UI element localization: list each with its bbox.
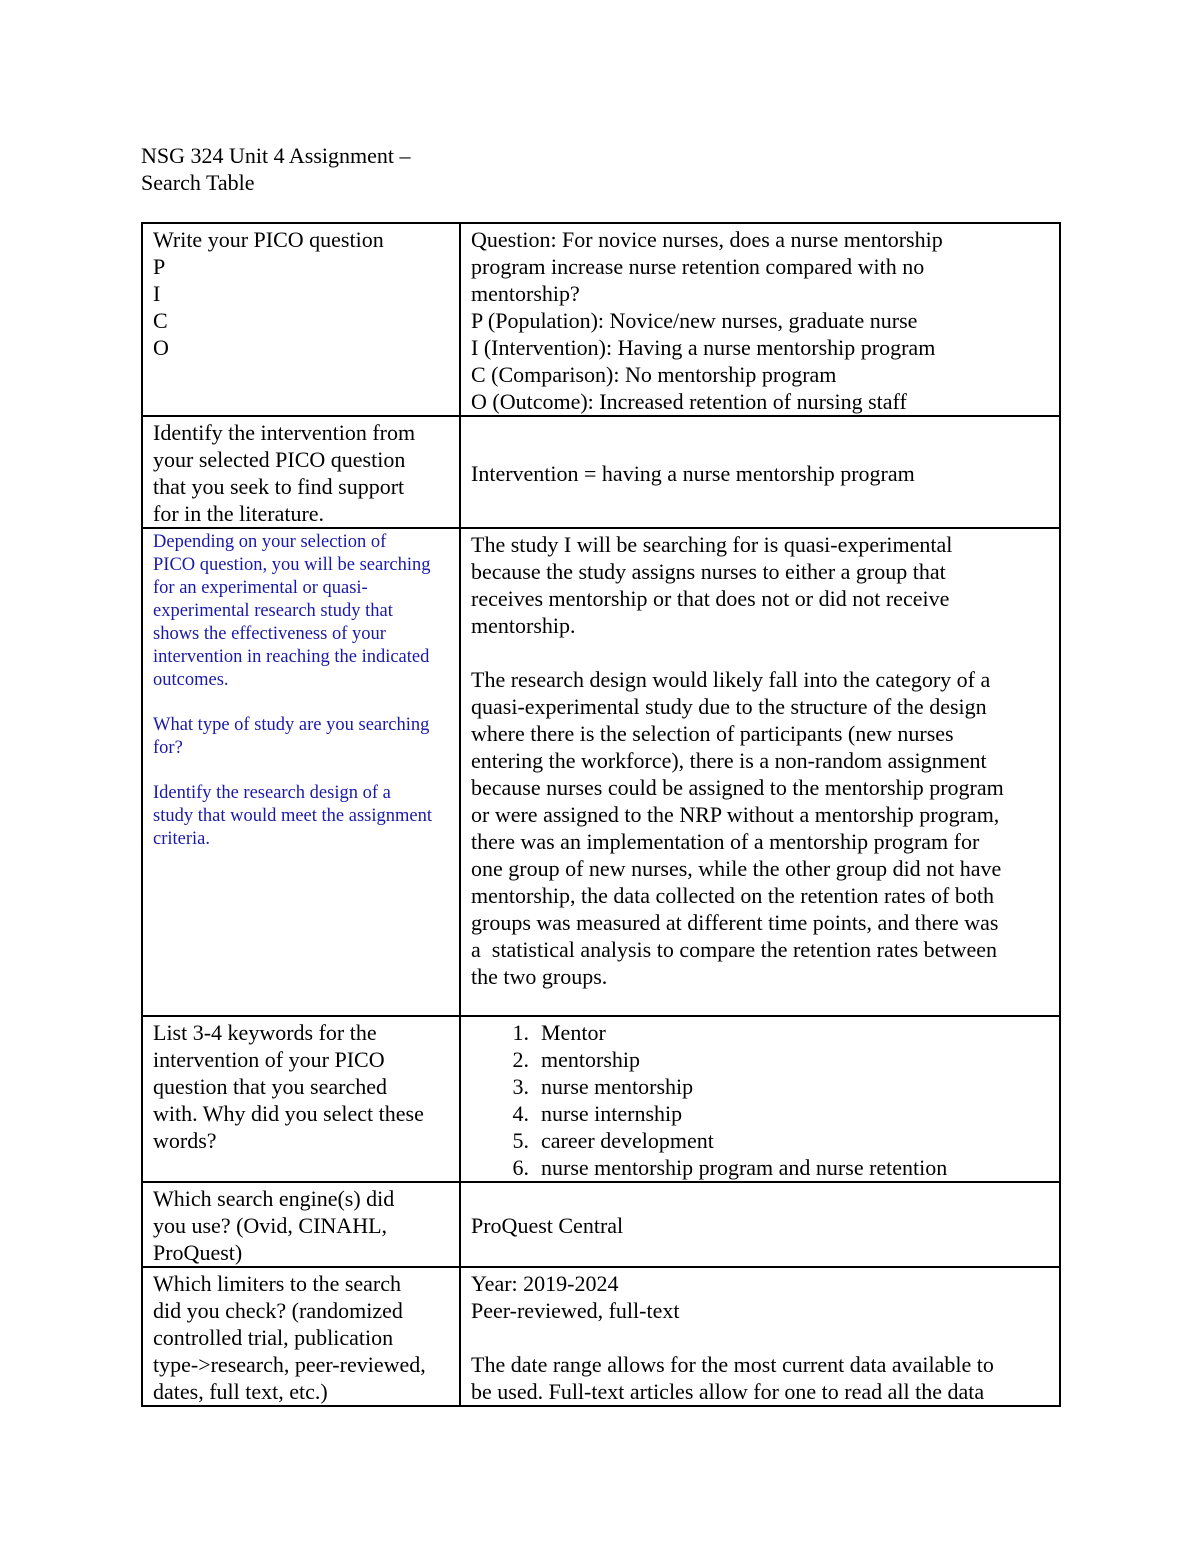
design-prompt-line: PICO question, you will be searching — [153, 555, 431, 575]
pico-answer-line: C (Comparison): No mentorship program — [471, 362, 837, 387]
design-prompt-line: intervention in reaching the indicated — [153, 647, 430, 667]
title-line-2: Search Table — [141, 170, 255, 195]
design-answer-line: one group of new nurses, while the other group did not have — [471, 856, 1002, 881]
pico-prompt-line: C — [153, 308, 168, 333]
design-prompt-cell — [142, 528, 460, 1016]
list-number: 1. — [512, 1020, 529, 1045]
keyword-text: Mentor — [541, 1020, 606, 1045]
design-prompt-line: outcomes. — [153, 670, 229, 690]
pico-answer-line: O (Outcome): Increased retention of nursing staff — [471, 389, 907, 414]
keyword-text: nurse internship — [541, 1101, 683, 1126]
engines-answer: ProQuest Central — [471, 1213, 624, 1238]
design-answer-line: receives mentorship or that does not or did not receive — [471, 586, 950, 611]
document-title — [141, 142, 411, 196]
limiters-prompt-line: Which limiters to the search — [153, 1271, 402, 1296]
design-answer-line: mentorship, the data collected on the retention rates of both — [471, 883, 994, 908]
pico-prompt-line: Write your PICO question — [153, 227, 384, 252]
design-instructions — [153, 531, 449, 851]
intervention-answer: Intervention = having a nurse mentorship program — [471, 460, 915, 486]
design-answer-line: because the study assigns nurses to either a group that — [471, 559, 946, 584]
design-answer-line: or were assigned to the NRP without a mentorship program, — [471, 802, 1000, 827]
keyword-text: nurse mentorship — [541, 1074, 694, 1099]
keywords-prompt-line: question that you searched — [153, 1074, 387, 1099]
design-answer-cell — [460, 528, 1060, 1016]
pico-answer-line: Question: For novice nurses, does a nurse mentorship — [471, 227, 943, 252]
design-answer-line: The study I will be searching for is quasi-experimental — [471, 532, 953, 557]
list-item — [471, 1100, 1049, 1127]
engines-answer-cell — [460, 1182, 1060, 1267]
design-answer-line: mentorship. — [471, 613, 576, 638]
design-answer-line: a statistical analysis to compare the retention rates between — [471, 937, 997, 962]
design-answer-line: where there is the selection of participants (new nurses — [471, 721, 954, 746]
pico-prompt-line: O — [153, 335, 169, 360]
engines-prompt-line: you use? (Ovid, CINAHL, — [153, 1213, 388, 1238]
design-prompt-line: Depending on your selection of — [153, 532, 387, 552]
limiters-answer-line: Peer-reviewed, full-text — [471, 1298, 680, 1323]
list-item — [471, 1046, 1049, 1073]
design-answer-line: The research design would likely fall into the category of a — [471, 667, 991, 692]
limiters-prompt-line: controlled trial, publication — [153, 1325, 394, 1350]
title-line-1: NSG 324 Unit 4 Assignment – — [141, 143, 411, 168]
intervention-prompt-line: Identify the intervention from — [153, 420, 416, 445]
pico-answer-line: P (Population): Novice/new nurses, graduate nurse — [471, 308, 918, 333]
design-prompt-line: study that would meet the assignment — [153, 806, 432, 826]
keywords-prompt-line: with. Why did you select these — [153, 1101, 424, 1126]
limiters-prompt-cell — [142, 1267, 460, 1406]
table-row-limiters — [142, 1267, 1060, 1406]
limiters-answer-cell — [460, 1267, 1060, 1406]
pico-prompt-cell — [142, 223, 460, 416]
list-item — [471, 1127, 1049, 1154]
pico-answer-line: I (Intervention): Having a nurse mentorship program — [471, 335, 936, 360]
engines-prompt-line: ProQuest) — [153, 1240, 243, 1265]
intervention-prompt-cell — [142, 416, 460, 528]
design-answer-line: groups was measured at different time points, and there was — [471, 910, 999, 935]
list-number: 3. — [512, 1074, 529, 1099]
keywords-prompt-cell — [142, 1016, 460, 1182]
keyword-text: career development — [541, 1128, 714, 1153]
keywords-list — [471, 1019, 1049, 1181]
list-item — [471, 1073, 1049, 1100]
list-item — [471, 1019, 1049, 1046]
list-number: 2. — [512, 1047, 529, 1072]
design-prompt-line: Identify the research design of a — [153, 783, 391, 803]
design-answer-line: the two groups. — [471, 964, 608, 989]
design-prompt-line: for an experimental or quasi- — [153, 578, 368, 598]
design-answer-line: quasi-experimental study due to the structure of the design — [471, 694, 987, 719]
design-prompt-line: shows the effectiveness of your — [153, 624, 386, 644]
pico-answer-cell — [460, 223, 1060, 416]
keyword-text: mentorship — [541, 1047, 640, 1072]
list-number: 4. — [512, 1101, 529, 1126]
limiters-answer-line: The date range allows for the most current data available to — [471, 1352, 994, 1377]
limiters-prompt-line: dates, full text, etc.) — [153, 1379, 328, 1404]
list-item — [471, 1154, 1049, 1181]
list-number: 6. — [512, 1155, 529, 1180]
design-prompt-line: for? — [153, 738, 183, 758]
limiters-prompt-line: type->research, peer-reviewed, — [153, 1352, 426, 1377]
design-answer-line: because nurses could be assigned to the mentorship program — [471, 775, 1004, 800]
list-number: 5. — [512, 1128, 529, 1153]
keywords-prompt-line: List 3-4 keywords for the — [153, 1020, 377, 1045]
limiters-answer-line: be used. Full-text articles allow for one to read all the data — [471, 1379, 985, 1404]
design-prompt-line: What type of study are you searching — [153, 715, 430, 735]
table-row-engines — [142, 1182, 1060, 1267]
pico-prompt-line: I — [153, 281, 161, 306]
pico-answer-line: program increase nurse retention compared with no — [471, 254, 925, 279]
engines-prompt-cell — [142, 1182, 460, 1267]
engines-prompt-line: Which search engine(s) did — [153, 1186, 395, 1211]
intervention-prompt-line: your selected PICO question — [153, 447, 406, 472]
design-answer-line: there was an implementation of a mentorship program for — [471, 829, 980, 854]
table-row-keywords — [142, 1016, 1060, 1182]
design-prompt-line: criteria. — [153, 829, 210, 849]
keywords-prompt-line: intervention of your PICO — [153, 1047, 385, 1072]
limiters-prompt-line: did you check? (randomized — [153, 1298, 403, 1323]
keyword-text: nurse mentorship program and nurse retention — [541, 1155, 948, 1180]
limiters-answer-line: Year: 2019-2024 — [471, 1271, 619, 1296]
table-row-intervention — [142, 416, 1060, 528]
table-row-design — [142, 528, 1060, 1016]
search-table — [141, 222, 1061, 1407]
intervention-prompt-line: for in the literature. — [153, 501, 325, 526]
keywords-answer-cell — [460, 1016, 1060, 1182]
design-answer-line: entering the workforce), there is a non-random assignment — [471, 748, 987, 773]
intervention-answer-cell — [460, 416, 1060, 528]
pico-prompt-line: P — [153, 254, 166, 279]
pico-answer-line: mentorship? — [471, 281, 580, 306]
table-row-pico — [142, 223, 1060, 416]
intervention-prompt-line: that you seek to find support — [153, 474, 405, 499]
keywords-prompt-line: words? — [153, 1128, 217, 1153]
design-prompt-line: experimental research study that — [153, 601, 393, 621]
